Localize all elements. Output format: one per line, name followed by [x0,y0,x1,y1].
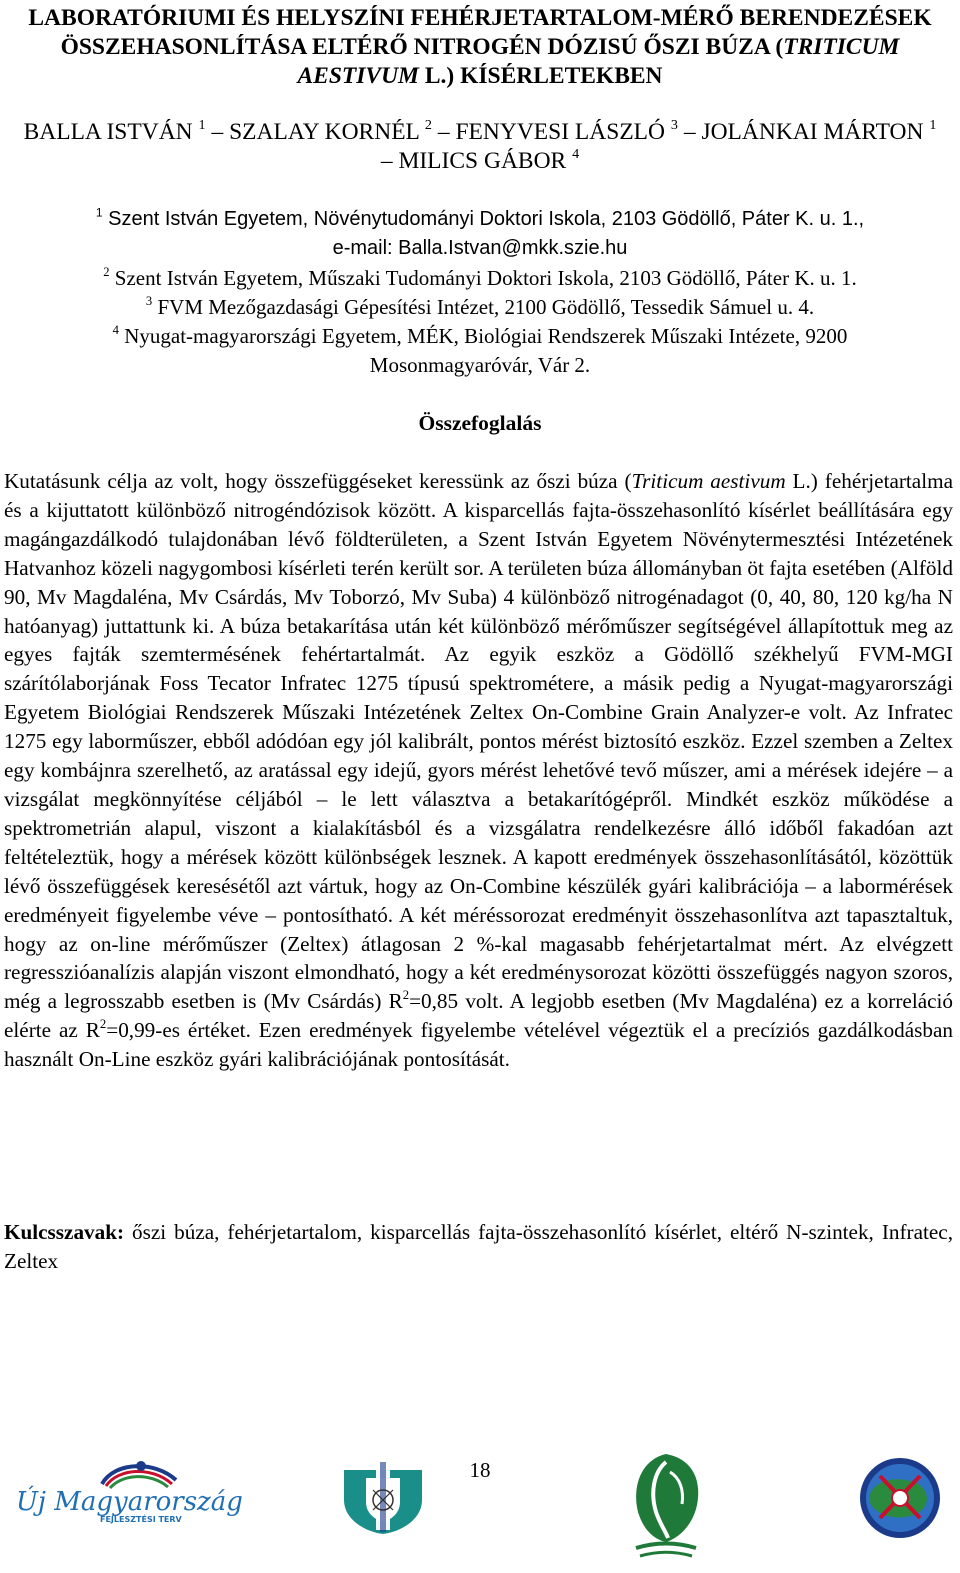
keywords [4,1218,953,1276]
affiliation-3: $^3$ FVM Mezőgazdasági Gépesítési Intézet, 2100 Gödöllő, Tessedik Sámuel u. 4. [145,294,815,319]
abstract-body: Kutatásunk célja az volt, hogy összefüggéseket keressünk az őszi búza (Triticum aestivum L.) fehérjetartalma és a kijuttatott különböző nitrogéndózisok között. A kisparcellás fajta-összehasonlító kísérlet beállítására egy magángazdálkodó tulajdonában lévő földterületen, a Szent István Egyetem Növénytermesztési Intézetének Hatvanhoz közeli nagygombosi kísérleti terén került sor. A területen búza állományban öt fajta esetében (Alföld 90, Mv Magdaléna, Mv Csárdás, Mv Toborzó, Mv Suba) 4 különböző nitrogénadagot (0, 40, 80, 120 kg/ha N hatóanyag) juttattunk ki. A búza betakarítása után két különböző mérőműszer segítségével állapítottuk meg az egyes fajták szemtermésének fehértartalmát. Az egyik eszköz a Gödöllő székhelyű FVM-MGI szárítólaborjának Foss Tecator Infratec 1275 típusú spektrométere, a másik pedig a Nyugat-magyarországi Egyetem Biológiai Rendszerek Műszaki Intézetének Zeltex On-Combine Grain Analyzer-e volt. Az Infratec 1275 egy laborműszer, ebből adódóan egy jól kalibrált, pontos mérést biztosító eszköz. Ezzel szemben a Zeltex egy kombájnra szerelhető, az aratással egy idejű, gyors mérést lehetővé tevő műszer, ami a mérések idejére – a vizsgálat megkönnyítése céljából – le lett választva a betakarítógépről. Mindkét eszköz működése a spektrometrián alapul, viszont a kialakításból és a vizsgálatra rendelkezésre álló időből fakadóan azt feltételeztük, hogy a mérések között különbségek lesznek. A kapott eredmények összehasonlításától, közöttük lévő összefüggések keresésétől azt vártuk, hogy az On-Combine készülék gyári kalibrációja – a labormérések eredményeit figyelembe véve – pontosítható. A két méréssorozat eredményit összehasonlítva azt tapasztaltuk, hogy az on-line mérőműszer (Zeltex) átlagosan 2 %-kal magasabb fehérjetartalmat mért. Az elvégzett regresszióanalízis alapján viszont elmondható, hogy a két eredménysorozat közötti összefüggés nagyon szoros, még a legrosszabb esetben is (Mv Csárdás) $R^2=0,85$ volt. A legjobb esetben (Mv Magdaléna) ez a korreláció elérte az $R^2=0,99-es$ értéket. Ezen eredmények figyelembe vételével végeztük el a precíziós gazdálkodásban használt On-Line eszköz gyári kalibrációjának pontosítását. [4,469,953,1072]
author: MILICS GÁBOR $^4$ [398,146,580,174]
author: FENYVESI LÁSZLÓ $^3$ [455,117,678,145]
keywords-text: őszi búza, fehérjetartalom, kisparcellás fajta-összehasonlító kísérlet, eltérő N-szintek, Infratec, Zeltex [4,1220,953,1273]
author: JOLÁNKAI MÁRTON $^1$ [701,117,937,145]
paper-title: LABORATÓRIUMI ÉS HELYSZÍNI FEHÉRJETARTALOM-MÉRŐ BERENDEZÉSEK ÖSSZEHASONLÍTÁSA ELTÉRŐ NITROGÉN DÓZISÚ ŐSZI BÚZA (TRITICUM AESTIVUM L.) KÍSÉRLETEKBEN [28,5,932,89]
abstract-heading: Összefoglalás [418,411,542,435]
author: SZALAY KORNÉL $^2$ [229,117,432,145]
university-crest-logo [340,1460,426,1536]
globe-emblem-logo [858,1456,942,1540]
page-number: 18 [469,1458,491,1482]
author-list: BALLA ISTVÁN $^1$ – SZALAY KORNÉL $^2$ – FENYVESI LÁSZLÓ $^3$ – JOLÁNKAI MÁRTON $^1$ – MILICS GÁBOR $^4$ [23,117,937,174]
logo1-text: Új Magyarország [16,1487,243,1517]
uj-magyarorszag-logo [14,1456,243,1526]
uj-magyarorszag-logo-graphic [14,1456,243,1526]
author: BALLA ISTVÁN $^1$ [23,117,206,145]
affiliation-2: $^2$ Szent István Egyetem, Műszaki Tudományi Doktori Iskola, 2103 Gödöllő, Páter K. u. 1. [103,265,857,290]
tree-leaf-logo [626,1452,706,1562]
logo1-subtext: FEJLESZTÉSI TERV [100,1515,182,1524]
affiliation-1: $^1$ Szent István Egyetem, Növénytudományi Doktori Iskola, 2103 Gödöllő, Páter K. u. 1., e-mail: Balla.Istvan@mkk.szie.hu [95,205,865,259]
keywords-label: Kulcsszavak: [4,1220,125,1244]
affiliation-4: $^4$ Nyugat-magyarországi Egyetem, MÉK, Biológiai Rendszerek Műszaki Intézete, 9200 Mosonmagyaróvár, Vár 2. [112,323,848,377]
